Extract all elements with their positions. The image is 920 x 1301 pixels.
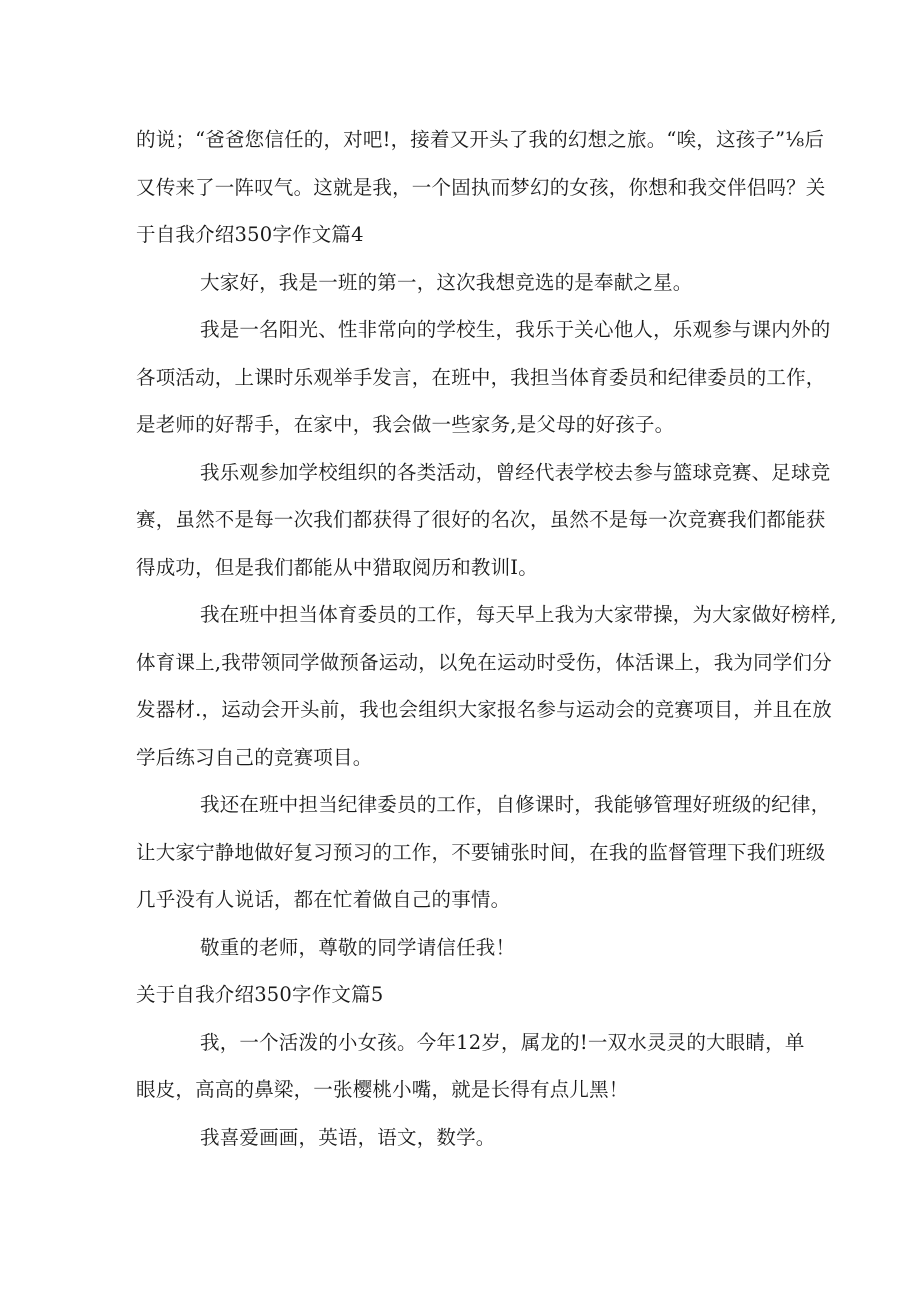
document-body xyxy=(136,116,837,1161)
text-line: 我还在班中担当纪律委员的工作，自修课时，我能够管理好班级的纪律， xyxy=(200,793,831,816)
text-line: 眼皮，高高的鼻梁，一张樱桃小嘴，就是长得有点儿黑！ xyxy=(136,1078,629,1101)
text-line: 我，一个活泼的小女孩。今年12岁，属龙的!一双水灵灵的大眼睛，单 xyxy=(200,1030,805,1054)
text-line: 是老师的好帮手，在家中，我会做一些家务,是父母的好孩子。 xyxy=(136,413,675,436)
text-line: 我喜爱画画，英语，语文，数学。 xyxy=(200,1125,496,1149)
text-line: 又传来了一阵叹气。这就是我，一个固执而梦幻的女孩，你想和我交伴侣吗？关 xyxy=(136,175,826,199)
section-heading-4: 于自我介绍350字作文篇4 xyxy=(136,223,364,246)
text-line: 发器材.，运动会开头前，我也会组织大家报名参与运动会的竞赛项目，并且在放 xyxy=(136,698,832,721)
text-line: 学后练习自己的竞赛项目。 xyxy=(136,745,373,769)
text-line: 几乎没有人说话，都在忙着做自己的事情。 xyxy=(136,888,511,911)
text-line: 我在班中担当体育委员的工作，每天早上我为大家带操，为大家做好榜样, xyxy=(200,603,837,626)
text-line: 体育课上,我带领同学做预备运动，以免在运动时受伤，体活课上，我为同学们分 xyxy=(136,650,832,674)
section-heading-5: 关于自我介绍350字作文篇5 xyxy=(136,983,384,1006)
text-line: 的说；“爸爸您信任的，对吧!，接着又开头了我的幻想之旅。“唉，这孩子”⅛后 xyxy=(136,128,825,151)
text-line: 大家好，我是一班的第一，这次我想竞选的是奉献之星。 xyxy=(200,270,693,294)
text-line: 得成功，但是我们都能从中猎取阅历和教训I。 xyxy=(136,555,538,579)
text-line: 我是一名阳光、性非常向的学校生，我乐于关心他人，乐观参与课内外的 xyxy=(200,318,831,341)
text-line: 赛，虽然不是每一次我们都获得了很好的名次，虽然不是每一次竞赛我们都能获 xyxy=(136,508,826,531)
text-line: 我乐观参加学校组织的各类活动，曾经代表学校去参与篮球竞赛、足球竞 xyxy=(200,460,831,484)
text-line: 让大家宁静地做好复习预习的工作，不要铺张时间，在我的监督管理下我们班级 xyxy=(136,840,826,864)
text-line: 各项活动，上课时乐观举手发言，在班中，我担当体育委员和纪律委员的工作， xyxy=(136,365,826,389)
text-line: 敬重的老师，尊敬的同学请信任我！ xyxy=(200,935,516,959)
